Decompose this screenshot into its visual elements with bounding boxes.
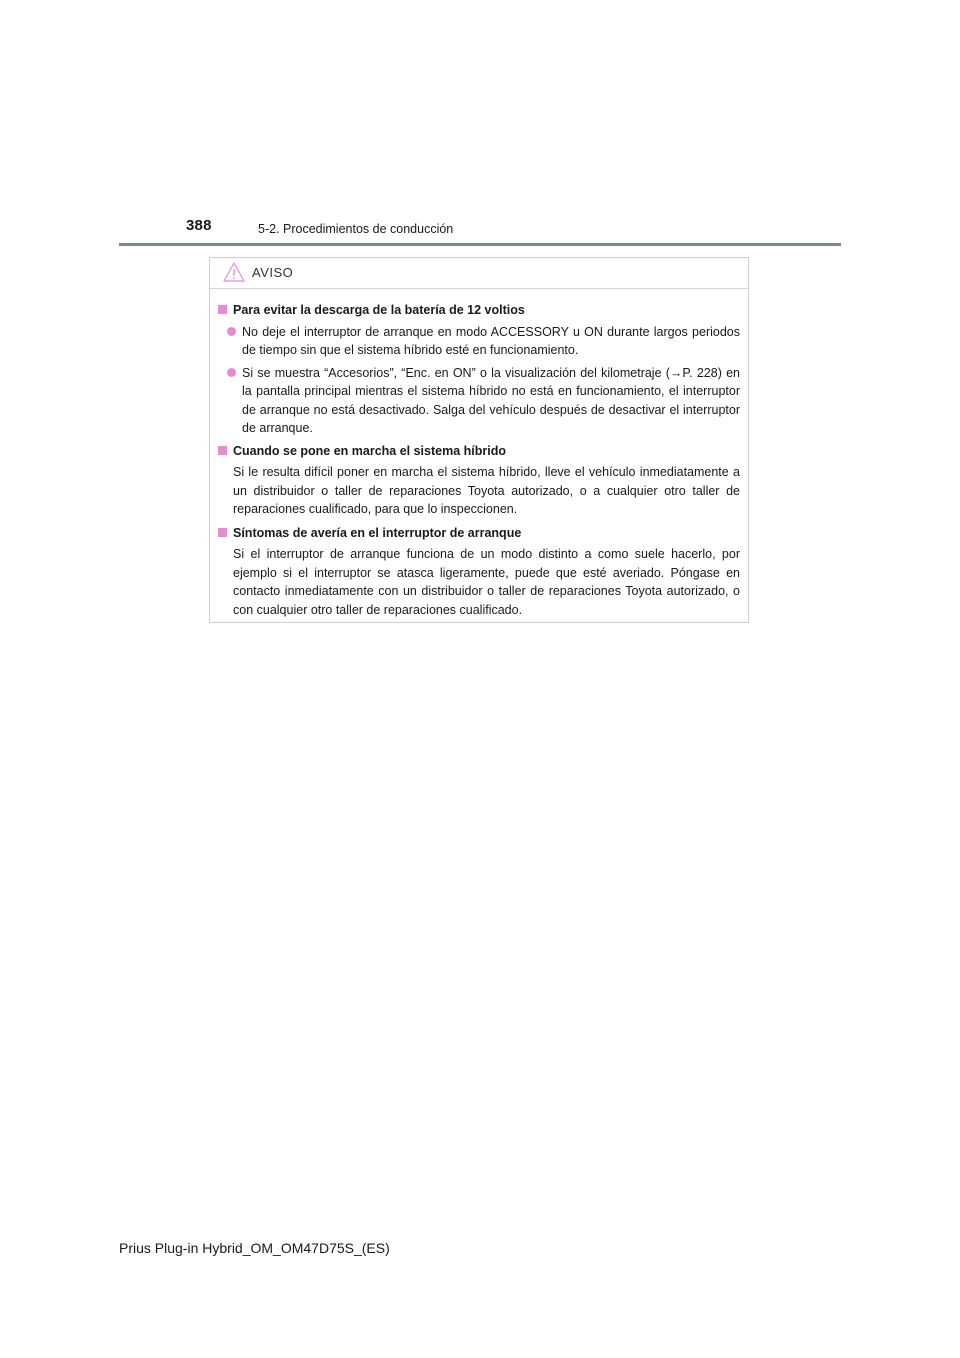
warning-section-fault	[218, 524, 740, 620]
circle-bullet-icon	[227, 327, 236, 336]
warning-header	[210, 258, 748, 289]
section-heading: Cuando se pone en marcha el sistema híbrido	[218, 442, 740, 461]
square-bullet-icon	[218, 446, 227, 455]
section-paragraph: Si el interruptor de arranque funciona de un modo distinto a como suele hacerlo, por ejemplo si el interruptor se atasca ligeramente, puede que esté averiado. Póngase en contacto inmediatamente con un distribuidor o taller de reparaciones Toyota autorizado, o con cualquier otro taller de reparaciones cualificado.	[233, 547, 740, 617]
page-number: 388	[186, 217, 212, 234]
warning-section-start	[218, 442, 740, 519]
section-heading: Síntomas de avería en el interruptor de arranque	[218, 524, 740, 543]
square-bullet-icon	[218, 528, 227, 537]
warning-section-battery	[218, 301, 740, 438]
section-title: 5-2. Procedimientos de conducción	[258, 222, 454, 236]
header-divider	[119, 243, 841, 246]
circle-bullet-icon	[227, 368, 236, 377]
warning-title: AVISO	[252, 265, 294, 280]
footer-doc-id: Prius Plug-in Hybrid_OM_OM47D75S_(ES)	[119, 1240, 390, 1256]
section-paragraph: Si le resulta difícil poner en marcha el sistema híbrido, lleve el vehículo inmediatamente a un distribuidor o taller de reparaciones Toyota autorizado, o a cualquier otro taller de reparaciones cualificado, para que lo inspeccionen.	[233, 465, 740, 516]
square-bullet-icon	[218, 305, 227, 314]
list-item: Si se muestra “Accesorios”, “Enc. en ON” o la visualización del kilometraje (→P. 228) en la pantalla principal mientras el sistema híbrido no está en funcionamiento, el interruptor de arranque no está desactivado. Salga del vehículo después de desactivar el interruptor de arranque.	[218, 364, 740, 438]
warning-content	[210, 289, 748, 619]
list-item: No deje el interruptor de arranque en modo ACCESSORY u ON durante largos periodos de tiempo sin que el sistema híbrido esté en funcionamiento.	[218, 323, 740, 360]
warning-box	[209, 257, 749, 623]
section-heading: Para evitar la descarga de la batería de 12 voltios	[218, 301, 740, 320]
warning-triangle-icon	[223, 262, 245, 282]
